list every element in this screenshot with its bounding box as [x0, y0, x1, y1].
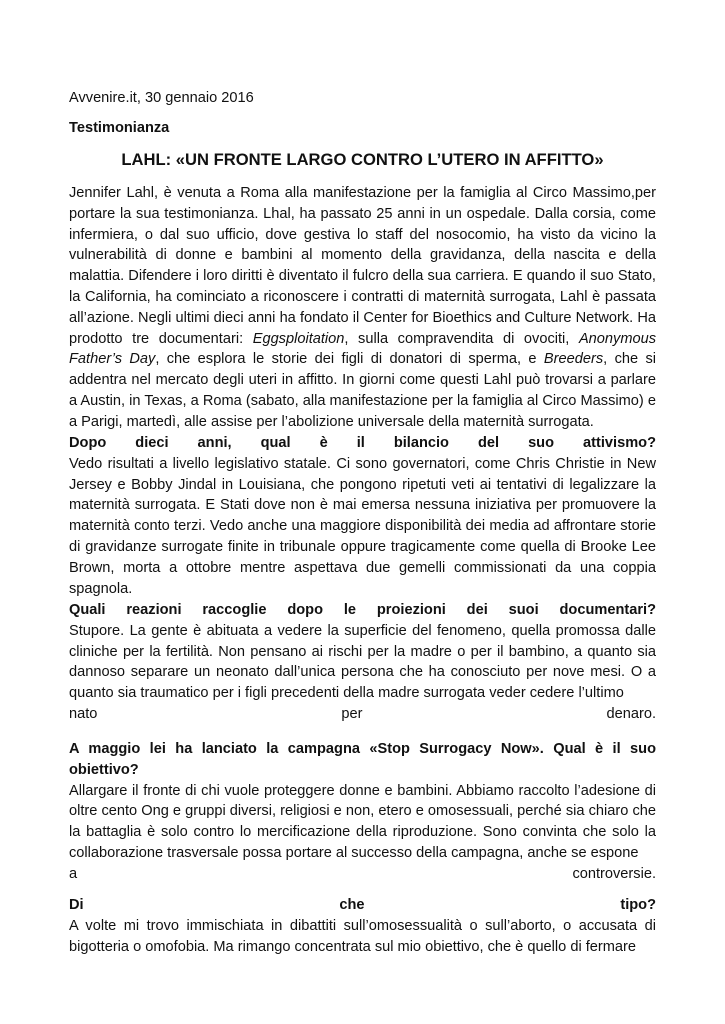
- intro-text-1: Jennifer Lahl, è venuta a Roma alla manifestazione per la famiglia al Circo Massimo,per portare la sua testimonianza. Lhal, ha passato 25 anni in un ospedale. Dalla corsia, come infermiera, o dal suo ufficio, dove gestiva lo staff del nosocomio, ha visto da vicino la vulnerabilità di donne e bambini al momento della gravidanza, della nascita e della malattia. Difendere i loro diritti è diventato il fulcro della sua carriera. E quando il suo Stato, la California, ha cominciato a riconoscere i contratti di maternità surrogata, Lahl è passata all’azione. Negli ultimi dieci anni ha fondato il Center for Bioethics and Culture Network. Ha prodotto tre documentari:: [69, 185, 656, 347]
- answer-4: A volte mi trovo immischiata in dibattiti sull’omosessualità o sull’aborto, o accusata di bigotteria o omofobia. Ma rimango concentrata sul mio obiettivo, che è quello di fermare: [69, 917, 656, 955]
- question-2: Quali reazioni raccoglie dopo le proiezioni dei suoi documentari?: [69, 602, 656, 618]
- kicker: Testimonianza: [69, 120, 170, 136]
- qa-block-3: [69, 739, 656, 885]
- answer-3: Allargare il fronte di chi vuole proteggere donne e bambini. Abbiamo raccolto l’adesione di oltre cento Ong e gruppi diversi, religiosi e non, etero e omosessuali, perché sia chiaro che la battaglia è solo contro lo mercificazione della riproduzione. Sono convinta che solo la collaborazione trasversale possa portare al successo della campagna, anche se espone: [69, 782, 656, 861]
- intro-text-4: , che si addentra nel mercato degli uteri in affitto. In giorni come questi Lahl può trovarsi a parlare a Austin, in Texas, a Roma (sabato, alla manifestazione per la famiglia al Circo Massimo) e a Parigi, martedì, alle assise per l’abolizione universale della maternità surrogata.: [69, 351, 657, 430]
- question-1: Dopo dieci anni, qual è il bilancio del suo attivismo?: [69, 435, 656, 451]
- qa-block-2: [69, 600, 656, 725]
- headline: LAHL: «UN FRONTE LARGO CONTRO L’UTERO IN AFFITTO»: [121, 150, 604, 169]
- answer-3-tail: a controversie.: [69, 865, 656, 882]
- intro-text-2: , sulla compravendita di ovociti,: [344, 330, 579, 347]
- qa-block-4: [69, 895, 656, 957]
- intro-text-3: , che esplora le storie dei figli di donatori di sperma, e: [155, 351, 544, 368]
- source-line: Avvenire.it, 30 gennaio 2016: [69, 90, 254, 106]
- film-title-anonymous-fathers-day: Anonymous Father’s Day: [69, 330, 657, 368]
- question-4: Di che tipo?: [69, 897, 656, 913]
- answer-2-tail: nato per denaro.: [69, 705, 656, 722]
- intro-paragraph: [69, 183, 656, 433]
- answer-1: Vedo risultati a livello legislativo statale. Ci sono governatori, come Chris Christie in New Jersey e Bobby Jindal in Louisiana, che pongono ripetuti veti ai tentativi di legalizzare la maternità surrogata. E Stati dove non è mai emersa nessuna iniziativa per promuovere la maternità conto terzi. Vedo anche una maggiore disponibilità dei media ad affrontare storie di gravidanze surrogate finite in tribunale oppure tragicamente come quella di Brooke Lee Brown, morta a ottobre mentre aspettava due gemelli commissionati da una coppia spagnola.: [69, 455, 656, 597]
- film-title-eggsploitation: Eggsploitation: [252, 330, 345, 347]
- film-title-breeders: Breeders: [543, 351, 604, 368]
- qa-block-1: [69, 433, 656, 599]
- question-3: A maggio lei ha lanciato la campagna «Stop Surrogacy Now». Qual è il suo obiettivo?: [69, 741, 656, 778]
- answer-2: Stupore. La gente è abituata a vedere la superficie del fenomeno, quella promossa dalle cliniche per la fertilità. Non pensano ai rischi per la madre o per il bambino, a quanto sia dannoso separare un neonato dall’unica persona che ha conosciuto per nove mesi. O a quanto sia traumatico per i figli precedenti della madre surrogata veder cedere l’ultimo: [69, 622, 656, 702]
